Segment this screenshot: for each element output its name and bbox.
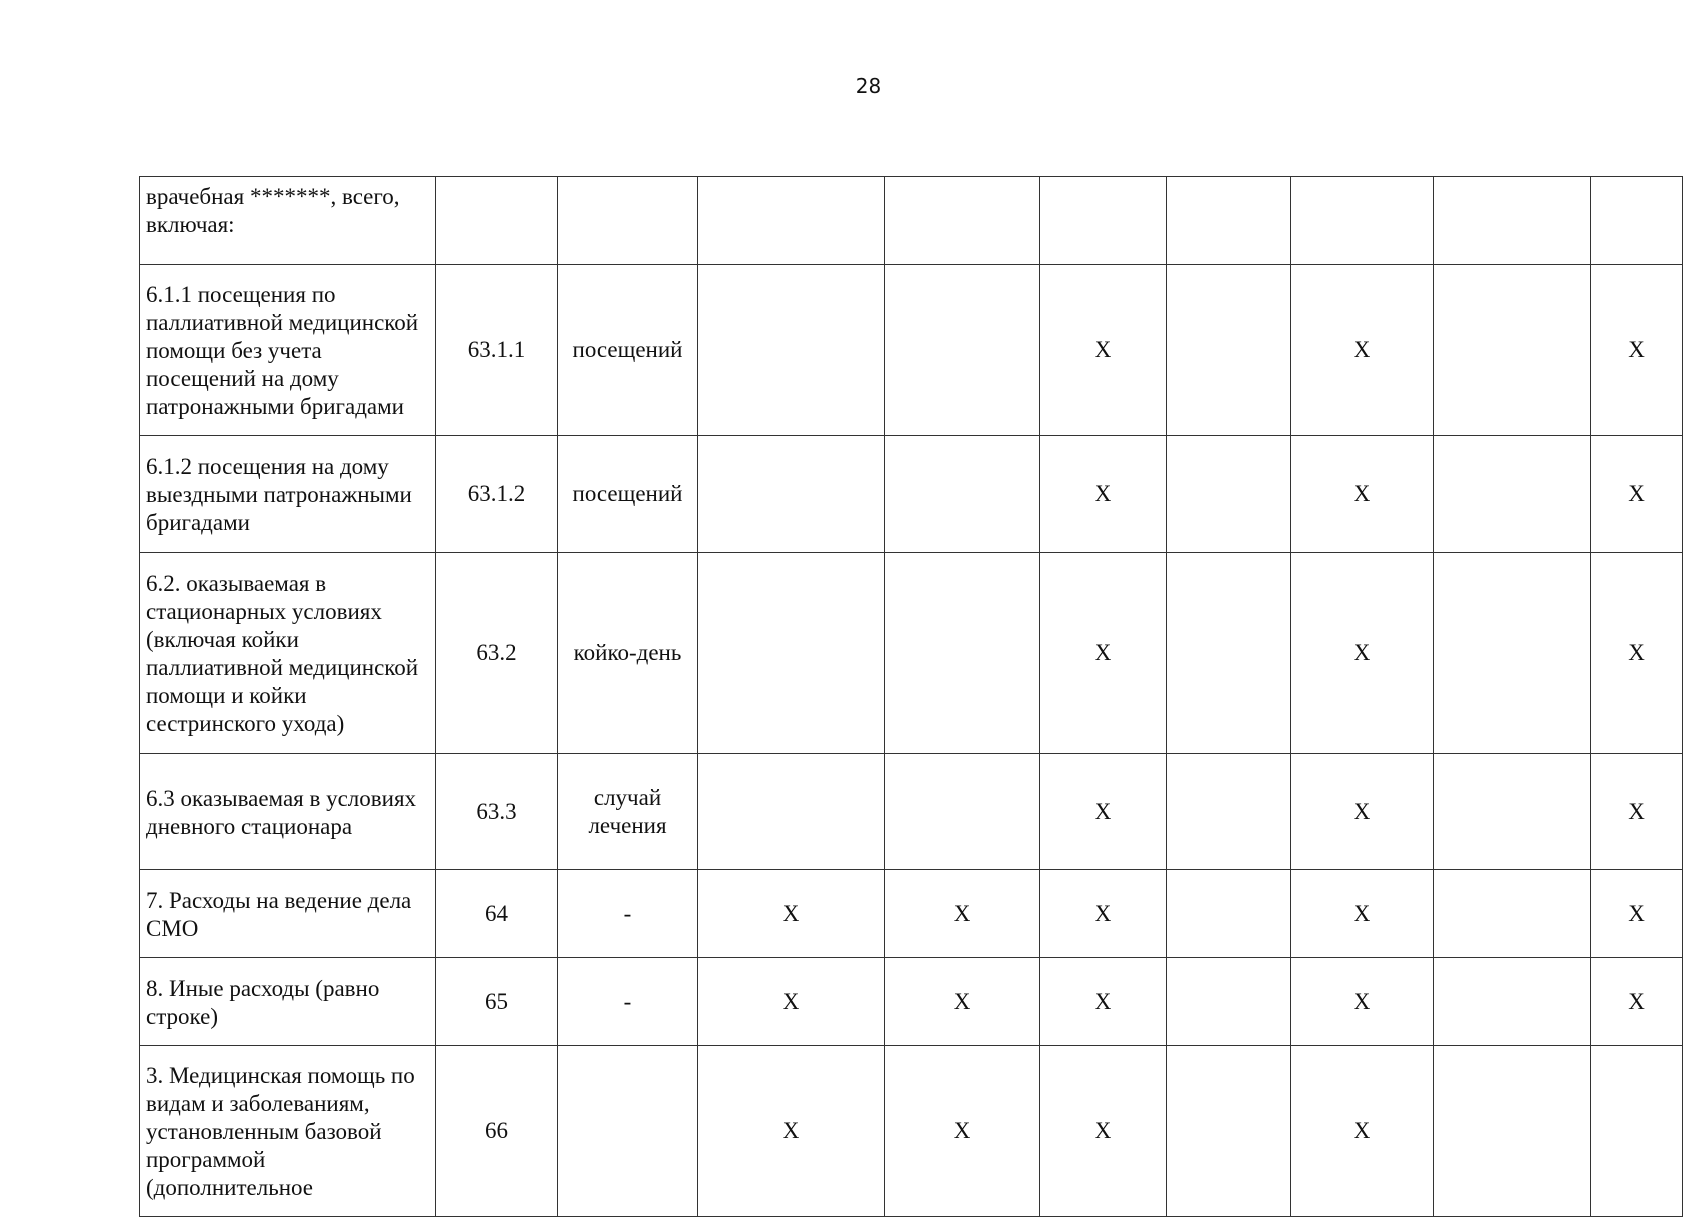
row-value-cell [698,553,885,754]
row-value-cell [885,754,1040,870]
row-value-cell [1434,436,1591,553]
row-name-cell: 8. Иные расходы (равно строке) [140,958,436,1046]
row-code-cell: 63.1.1 [436,265,558,436]
row-value-cell [1434,177,1591,265]
row-code-cell: 63.3 [436,754,558,870]
table-row [140,1046,1683,1217]
row-name-cell: 6.1.2 посещения на дому выездными патронажными бригадами [140,436,436,553]
row-value-cell: X [1291,754,1434,870]
row-value-cell: X [1040,553,1167,754]
table-row [140,958,1683,1046]
row-value-cell: X [1040,436,1167,553]
table-row [140,177,1683,265]
row-value-cell: X [698,958,885,1046]
table-row [140,265,1683,436]
row-code-cell: 66 [436,1046,558,1217]
row-unit-cell: - [558,870,698,958]
row-name-cell: 6.2. оказываемая в стационарных условиях (включая койки паллиативной медицинской помощи и койки сестринского ухода) [140,553,436,754]
row-value-cell [1167,177,1291,265]
table-row [140,870,1683,958]
row-value-cell: X [1591,754,1683,870]
row-value-cell [1167,265,1291,436]
row-name-cell: 3. Медицинская помощь по видам и заболеваниям, установленным базовой программой (дополнительное [140,1046,436,1217]
row-unit-cell: случай лечения [558,754,698,870]
row-value-cell: X [1040,1046,1167,1217]
row-value-cell [698,177,885,265]
row-value-cell [1591,1046,1683,1217]
row-value-cell: X [1291,1046,1434,1217]
row-value-cell [1167,870,1291,958]
row-value-cell: X [1040,958,1167,1046]
data-table [139,176,1683,1217]
row-value-cell [1434,265,1591,436]
row-value-cell [698,265,885,436]
row-code-cell: 65 [436,958,558,1046]
row-value-cell [1040,177,1167,265]
table-row [140,436,1683,553]
row-value-cell [1167,553,1291,754]
row-code-cell: 63.1.2 [436,436,558,553]
row-code-cell: 63.2 [436,553,558,754]
row-value-cell: X [885,870,1040,958]
row-value-cell [1167,436,1291,553]
row-value-cell: X [1591,265,1683,436]
row-code-cell [436,177,558,265]
row-value-cell: X [1591,958,1683,1046]
page-number: 28 [855,74,882,98]
table-row [140,754,1683,870]
row-value-cell [885,177,1040,265]
row-value-cell: X [698,870,885,958]
row-value-cell [1434,553,1591,754]
row-value-cell [1167,958,1291,1046]
row-unit-cell: - [558,958,698,1046]
row-value-cell: X [885,1046,1040,1217]
row-value-cell [1434,1046,1591,1217]
row-value-cell [1434,870,1591,958]
row-value-cell [698,754,885,870]
row-value-cell [885,553,1040,754]
row-value-cell [1291,177,1434,265]
row-value-cell: X [1291,958,1434,1046]
row-value-cell [698,436,885,553]
table-row [140,553,1683,754]
row-name-cell: 6.3 оказываемая в условиях дневного стационара [140,754,436,870]
table-body [140,177,1683,1217]
row-value-cell: X [1291,553,1434,754]
row-value-cell: X [1291,265,1434,436]
row-code-cell: 64 [436,870,558,958]
row-value-cell [885,436,1040,553]
row-unit-cell [558,177,698,265]
row-unit-cell: посещений [558,436,698,553]
row-value-cell: X [1291,870,1434,958]
row-value-cell: X [885,958,1040,1046]
row-value-cell: X [1040,754,1167,870]
row-name-cell: врачебная *******, всего, включая: [140,177,436,265]
row-value-cell: X [698,1046,885,1217]
row-name-cell: 7. Расходы на ведение дела СМО [140,870,436,958]
row-value-cell: X [1040,870,1167,958]
row-value-cell: X [1040,265,1167,436]
row-value-cell: X [1591,870,1683,958]
row-value-cell: X [1591,436,1683,553]
row-value-cell [885,265,1040,436]
row-value-cell [1434,754,1591,870]
row-unit-cell: койко-день [558,553,698,754]
row-value-cell [1167,754,1291,870]
row-value-cell: X [1591,553,1683,754]
row-value-cell: X [1291,436,1434,553]
row-value-cell [1167,1046,1291,1217]
row-unit-cell: посещений [558,265,698,436]
row-value-cell [1591,177,1683,265]
row-name-cell: 6.1.1 посещения по паллиативной медицинской помощи без учета посещений на дому патронажными бригадами [140,265,436,436]
row-unit-cell [558,1046,698,1217]
row-value-cell [1434,958,1591,1046]
